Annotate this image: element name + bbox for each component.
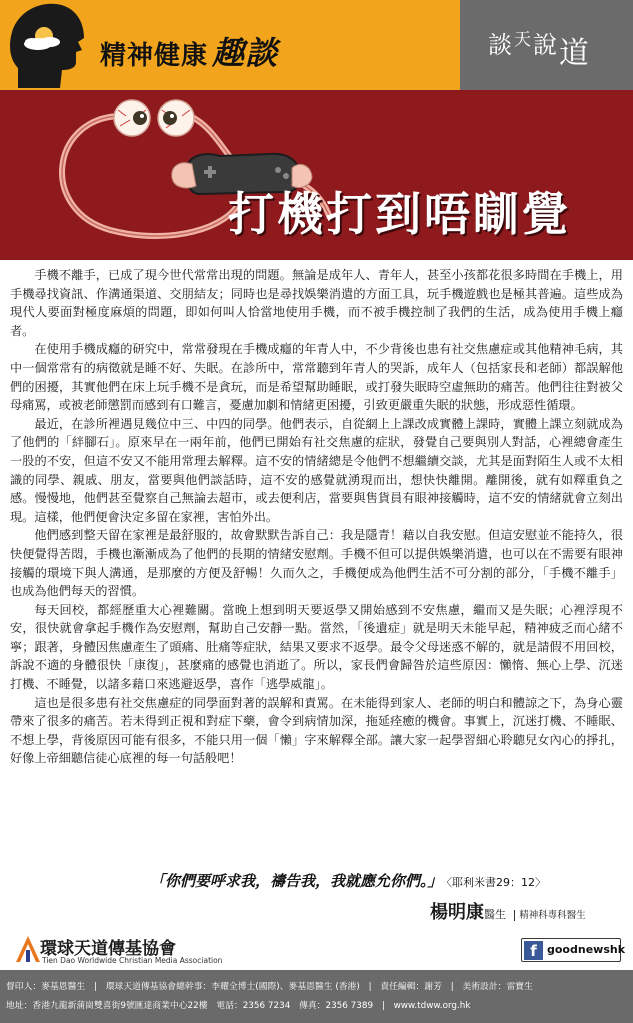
- facebook-badge[interactable]: [521, 938, 626, 962]
- bible-verse-text: 「你們要呼求我，禱告我，我就應允你們。」: [150, 872, 443, 890]
- article-paragraph: 最近，在診所裡遇見幾位中三、中四的同學。他們表示，自從網上上課改成實體上課時，實體上課立刻就成為了他們的「絆腳石」。原來早在一兩年前，他們已開始有社交焦慮的症狀，發覺自己要與別人對話，心裡總會產生一股的不安，但這不安又不能用常理去解釋。這不安的情緒總是令他們不想繼續交談，尤其是面對陌生人或不太相識的同學、親戚、朋友，當要與他們談話時，這不安的感覺就湧現而出，想快快離開。離開後，就有如釋重負之感。慢慢地，他們甚至覺察自己無論去超市，或去便利店，當要與售貨員有眼神接觸時，這不安的情緒就會立刻出現。這樣，他們便會決定多留在家裡，害怕外出。: [10, 416, 623, 524]
- footer-credits: [0, 970, 633, 1023]
- footer-contact-line: 地址：香港九龍新蒲崗雙喜街9號匯達商業中心22樓 電話：2356 7234 傳真：2356 7389 | www.tdww.org.hk: [6, 1001, 471, 1011]
- article-body: [10, 266, 623, 768]
- column-header: [0, 0, 633, 90]
- article-paragraph: 每天回校，都經歷重大心裡難關。當晚上想到明天要返學又開始感到不安焦慮，繼而又是失眠；心裡浮現不安，很快就會拿起手機作為安慰劑，幫助自己安靜一點。當然，「後遺症」就是明天未能早起，精神疲乏而心緒不寧；跟著，身體因焦慮產生了頭痛、肚痛等症狀，結果又要求不返學。最令父母迷惑不解的，就是請假不用回校，訴說不適的身體很快「康復」，甚麼痛的感覺也消逝了。所以，家長們會歸咎於這些原因：懶惰、無心上學、沉迷打機、不睡覺，以諸多藉口來逃避返學，喜作「逃學威龍」。: [10, 602, 623, 692]
- author-role: 精神科專科醫生: [514, 910, 586, 921]
- column-title-text: 精神健康: [100, 41, 209, 71]
- head-silhouette-icon: [8, 2, 86, 90]
- bible-verse: [150, 870, 546, 891]
- column-title-emphasis: 趣談: [212, 34, 279, 72]
- article-paragraph: 在使用手機成癮的研究中，常常發現在手機成癮的年青人中，不少背後也患有社交焦慮症或其他精神毛病，其中一個常常有的病徵就是睡不好、失眠。在診所中，常常聽到年青人的哭訴，成年人（包括家長和老師）都誤解他們的困擾，其實他們在床上玩手機不是貪玩，而是希望幫助睡眠，或打發失眠時空虛無助的痛苦。他們往往對被父母痛罵，或被老師懲罰而感到有口難言，憂慮加劇和情緒更困擾，引致更嚴重失眠的狀態，形成惡性循環。: [10, 342, 623, 413]
- brand-char: 道: [559, 36, 591, 71]
- article-paragraph: 他們感到整天留在家裡是最舒服的，故會默默告訴自己：我是隱青！藉以自我安慰。但這安慰並不能持久，很快便覺得苦悶，手機也漸漸成為了他們的長期的情緒安慰劑。手機不但可以提供娛樂消遣，也可以在不需要有眼神接觸的環境下與人溝通，是那麼的方便及舒暢！久而久之，手機便成為他們生活不可分割的部分，「手機不離手」也成為他們每天的習慣。: [10, 528, 623, 599]
- bible-verse-reference: 〈耶利米書29：12〉: [446, 876, 547, 889]
- article-paragraph: 手機不離手，已成了現今世代常常出現的問題。無論是成年人、青年人，甚至小孩都花很多時間在手機上，用手機尋找資訊、作溝通渠道、交朋結友；同時也是尋找娛樂消遣的方面工具，玩手機遊戲也是極其普遍。這些成為現代人要面對極度麻煩的問題，即如何叫人恰當地使用手機，而不被手機控制了我們的生活，成為使用手機上癮者。: [10, 268, 623, 338]
- article-paragraph: 這也是很多患有社交焦慮症的同學面對著的誤解和責罵。在未能得到家人、老師的明白和體諒之下，為身心靈帶來了很多的痛苦。若未得到正視和對症下藥，會令到病情加深，拖延痊癒的機會。事實上，沉迷打機、不睡眠、不想上學，背後原因可能有很多，不能只用一個「懶」字來解釋全部。讓大家一起學習細心聆聽兒女內心的掙扎，好像上帝細聽信徒心底裡的每一句話般吧！: [10, 695, 623, 766]
- footer-credits-line: 督印人：麥基恩醫生 | 環球天道傳基協會總幹事：李耀全博士(國際)、麥基恩醫生 (香港) | 責任編輯：謝芳 | 美術設計：雷寶生: [6, 982, 533, 992]
- org-name-english: Tien Dao Worldwide Christian Media Association: [42, 956, 223, 965]
- article-title: 打機打到唔瞓覺: [228, 187, 571, 241]
- brand-char: 談: [488, 31, 514, 59]
- column-title: [100, 28, 278, 74]
- column-brand: [488, 18, 591, 71]
- author-title: 醫生: [484, 908, 506, 921]
- facebook-handle: goodnewshk: [547, 943, 626, 956]
- org-name: 環球天道傳基協會: [40, 939, 176, 959]
- brand-char: 說: [533, 31, 559, 59]
- author-signature: [430, 898, 586, 924]
- facebook-icon: f: [524, 941, 543, 960]
- author-name: 楊明康: [430, 902, 484, 923]
- brand-char: 天: [514, 30, 533, 50]
